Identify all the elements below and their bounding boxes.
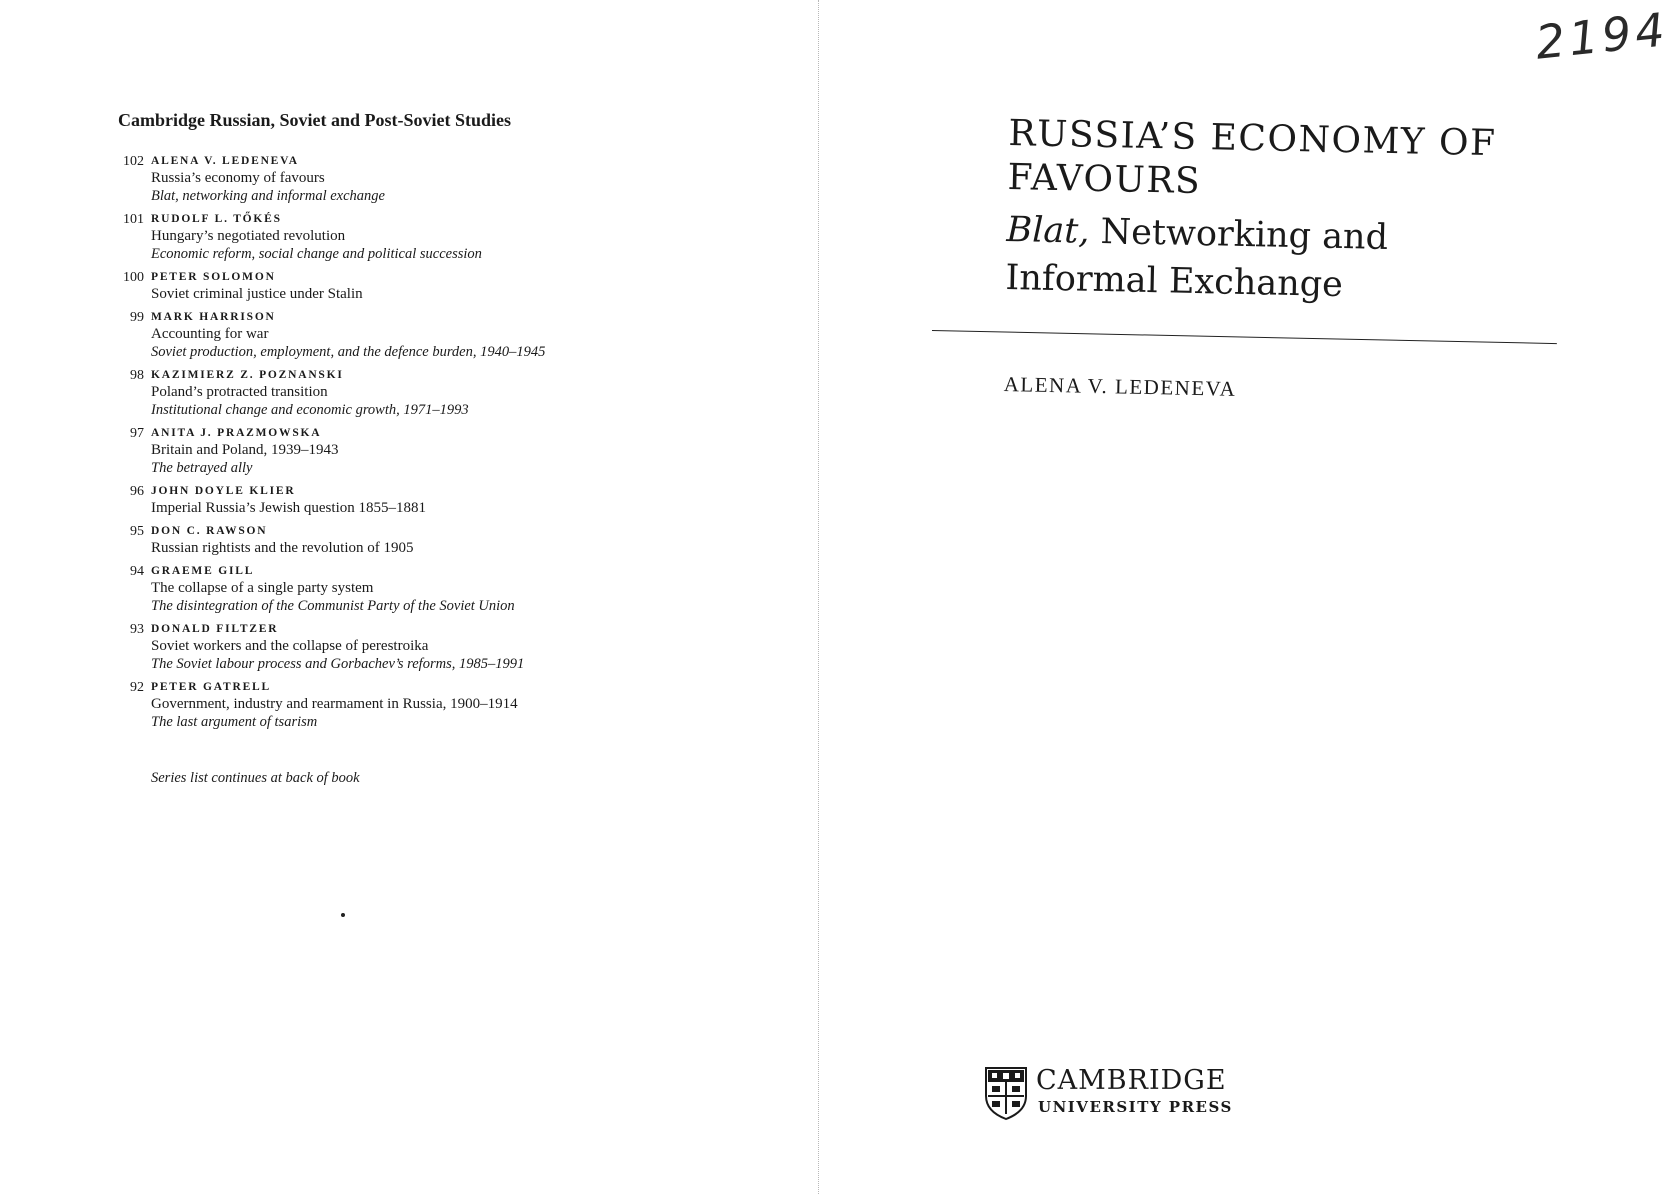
entry-author: RUDOLF L. TŐKÉS [151,213,282,225]
left-page [0,0,818,1194]
entry-author: ALENA V. LEDENEVA [151,155,299,167]
entry-author: JOHN DOYLE KLIER [151,485,296,497]
university-crest-icon [984,1066,1028,1120]
series-entry [118,523,758,557]
entry-number: 99 [130,310,144,325]
entry-subtitle: The disintegration of the Communist Party of the Soviet Union [151,598,515,614]
entry-author: DONALD FILTZER [151,623,279,635]
entry-number: 95 [130,524,144,539]
author-name: ALENA V. LEDENEVA [1003,372,1237,401]
entry-author: PETER GATRELL [151,681,271,693]
series-entry [118,269,758,303]
entry-body [151,679,758,731]
book-subtitle [1005,206,1388,310]
entry-number: 98 [130,368,144,383]
entry-number: 92 [130,680,144,695]
publisher-logo [984,1062,1244,1122]
entry-body [151,621,758,673]
series-title: Cambridge Russian, Soviet and Post-Soviet Studies [118,110,512,130]
entry-subtitle: The last argument of tsarism [151,714,318,730]
publisher-name: CAMBRIDGE [1036,1065,1227,1096]
entry-author: KAZIMIERZ Z. POZNANSKI [151,369,344,381]
entry-subtitle: Blat, networking and informal exchange [151,188,385,204]
handwritten-number: 2194 [1533,2,1671,70]
entry-subtitle: Soviet production, employment, and the defence burden, 1940–1945 [151,344,546,360]
entry-subtitle: The Soviet labour process and Gorbachev’s reforms, 1985–1991 [151,656,525,672]
book-title [1007,112,1497,210]
entry-body [151,367,758,419]
entry-title: Imperial Russia’s Jewish question 1855–1881 [151,500,426,516]
entry-title: Soviet workers and the collapse of perestroika [151,638,429,654]
book-subtitle-line: Informal Exchange [1005,257,1344,306]
series-entry [118,621,758,673]
entry-number: 101 [123,212,144,227]
entry-author: ANITA J. PRAZMOWSKA [151,427,322,439]
series-entry [118,425,758,477]
book-title-line: FAVOURS [1007,156,1202,203]
entry-body [151,269,758,303]
book-title-line: RUSSIA’S ECONOMY OF [1008,112,1497,165]
entry-body [151,425,758,477]
entry-number: 94 [130,564,144,579]
series-entry [118,483,758,517]
entry-number: 100 [123,270,144,285]
subtitle-blat: Blat, [1006,209,1090,252]
series-list [118,153,758,737]
entry-author: PETER SOLOMON [151,271,276,283]
entry-body [151,523,758,557]
subtitle-rest: Networking and [1089,211,1389,258]
entry-subtitle: Economic reform, social change and political succession [151,246,482,262]
series-entry [118,309,758,361]
entry-body [151,483,758,517]
series-entry [118,153,758,205]
series-entry [118,563,758,615]
entry-number: 93 [130,622,144,637]
entry-number: 97 [130,426,144,441]
publisher-subname: UNIVERSITY PRESS [1038,1098,1233,1116]
series-entry [118,211,758,263]
entry-title: Government, industry and rearmament in Russia, 1900–1914 [151,696,518,712]
entry-title: Britain and Poland, 1939–1943 [151,442,339,458]
scan-speck [341,913,345,917]
entry-title: Russian rightists and the revolution of 1905 [151,540,414,556]
entry-subtitle: The betrayed ally [151,460,253,476]
entry-title: Hungary’s negotiated revolution [151,228,346,244]
entry-title: Russia’s economy of favours [151,170,325,186]
entry-body [151,153,758,205]
entry-title: The collapse of a single party system [151,580,374,596]
entry-author: DON C. RAWSON [151,525,268,537]
book-subtitle-line [1006,206,1388,262]
entry-author: MARK HARRISON [151,311,276,323]
series-entry [118,679,758,731]
entry-title: Soviet criminal justice under Stalin [151,286,363,302]
entry-body [151,563,758,615]
series-continues-note: Series list continues at back of book [151,770,360,786]
entry-number: 96 [130,484,144,499]
entry-title: Poland’s protracted transition [151,384,328,400]
entry-subtitle: Institutional change and economic growth, 1971–1993 [151,402,469,418]
entry-author: GRAEME GILL [151,565,255,577]
entry-number: 102 [123,154,144,169]
series-entry [118,367,758,419]
right-page [819,0,1671,1194]
entry-body [151,309,758,361]
title-rule [932,330,1557,344]
entry-title: Accounting for war [151,326,269,342]
entry-body [151,211,758,263]
